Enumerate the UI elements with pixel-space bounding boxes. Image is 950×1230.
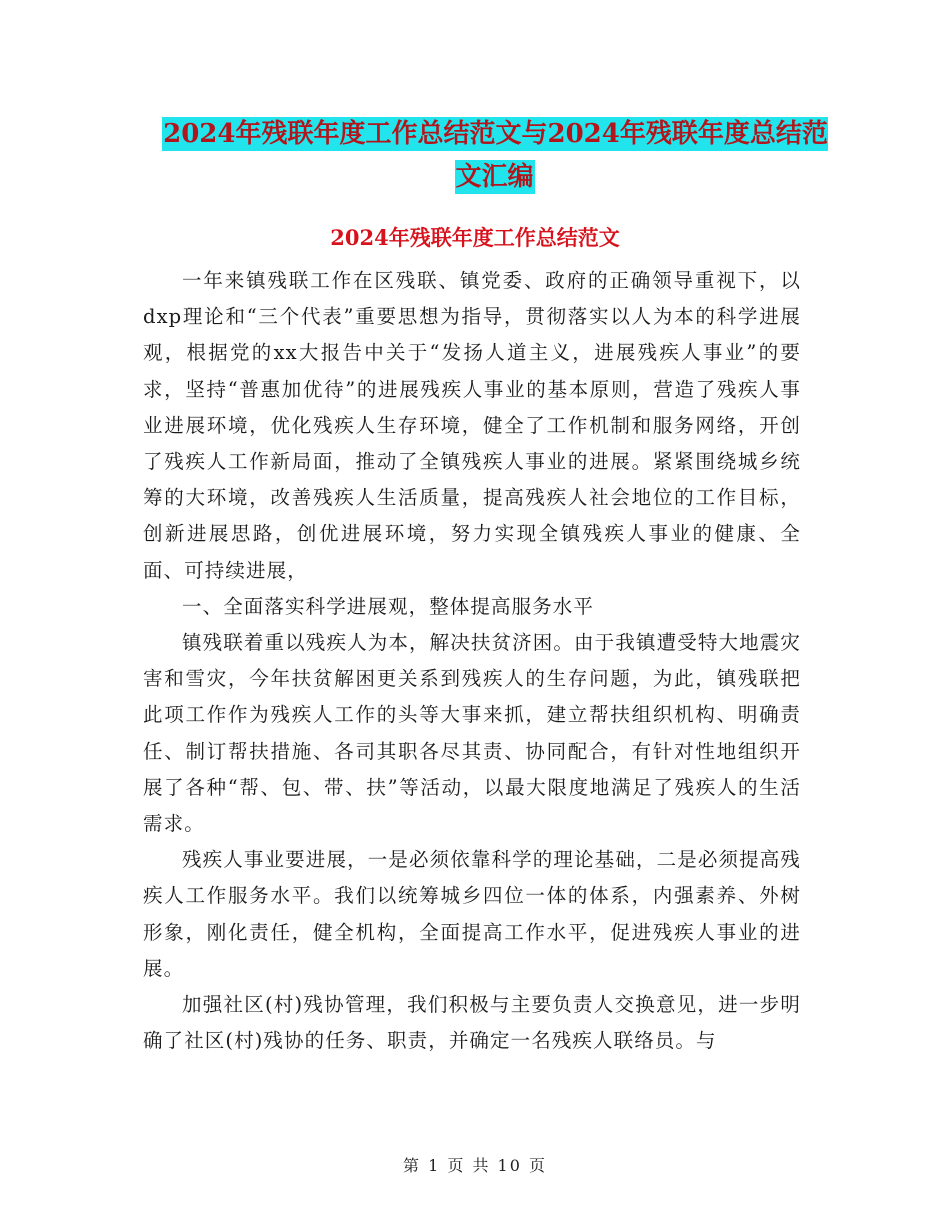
paragraph-community-management: 加强社区(村)残协管理，我们积极与主要负责人交换意见，进一步明确了社区(村)残协的任务、职责，并确定一名残疾人联络员。与 — [143, 993, 801, 1053]
page-footer: 第 1 页 共 10 页 — [403, 1156, 547, 1175]
paragraph-service-level: 残疾人事业要进展，一是必须依靠科学的理论基础，二是必须提高残疾人工作服务水平。我们以统筹城乡四位一体的体系，内强素养、外树形象，刚化责任，健全机构，全面提高工作水平，促进残疾人事业的进展。 — [143, 848, 801, 980]
paragraph-poverty-relief: 镇残联着重以残疾人为本，解决扶贫济困。由于我镇遭受特大地震灾害和雪灾，今年扶贫解困更关系到残疾人的生存问题，为此，镇残联把此项工作作为残疾人工作的头等大事来抓，建立帮扶组织机构、明确责任、制订帮扶措施、各司其职各尽其责、协同配合，有针对性地组织开展了各种“帮、包、带、扶”等活动，以最大限度地满足了残疾人的生活需求。 — [143, 631, 801, 836]
paragraph-heading-1: 一、全面落实科学进展观，整体提高服务水平 — [182, 594, 595, 618]
paragraph-intro: 一年来镇残联工作在区残联、镇党委、政府的正确领导重视下，以dxp理论和“三个代表”重要思想为指导，贯彻落实以人为本的科学进展观，根据党的xx大报告中关于“发扬人道主义，进展残疾人事业”的要求，坚持“普惠加优待”的进展残疾人事业的基本原则，营造了残疾人事业进展环境，优化残疾人生存环境，健全了工作机制和服务网络，开创了残疾人工作新局面，推动了全镇残疾人事业的进展。紧紧围绕城乡统筹的大环境，改善残疾人生活质量，提高残疾人社会地位的工作目标，创新进展思路，创优进展环境，努力实现全镇残疾人事业的健康、全面、可持续进展， — [143, 269, 801, 582]
section-title: 2024年残联年度工作总结范文 — [330, 225, 620, 250]
document-body — [143, 263, 801, 1059]
document-title — [150, 113, 840, 199]
document-title-text: 2024年残联年度工作总结范文与2024年残联年度总结范文汇编 — [163, 119, 828, 192]
